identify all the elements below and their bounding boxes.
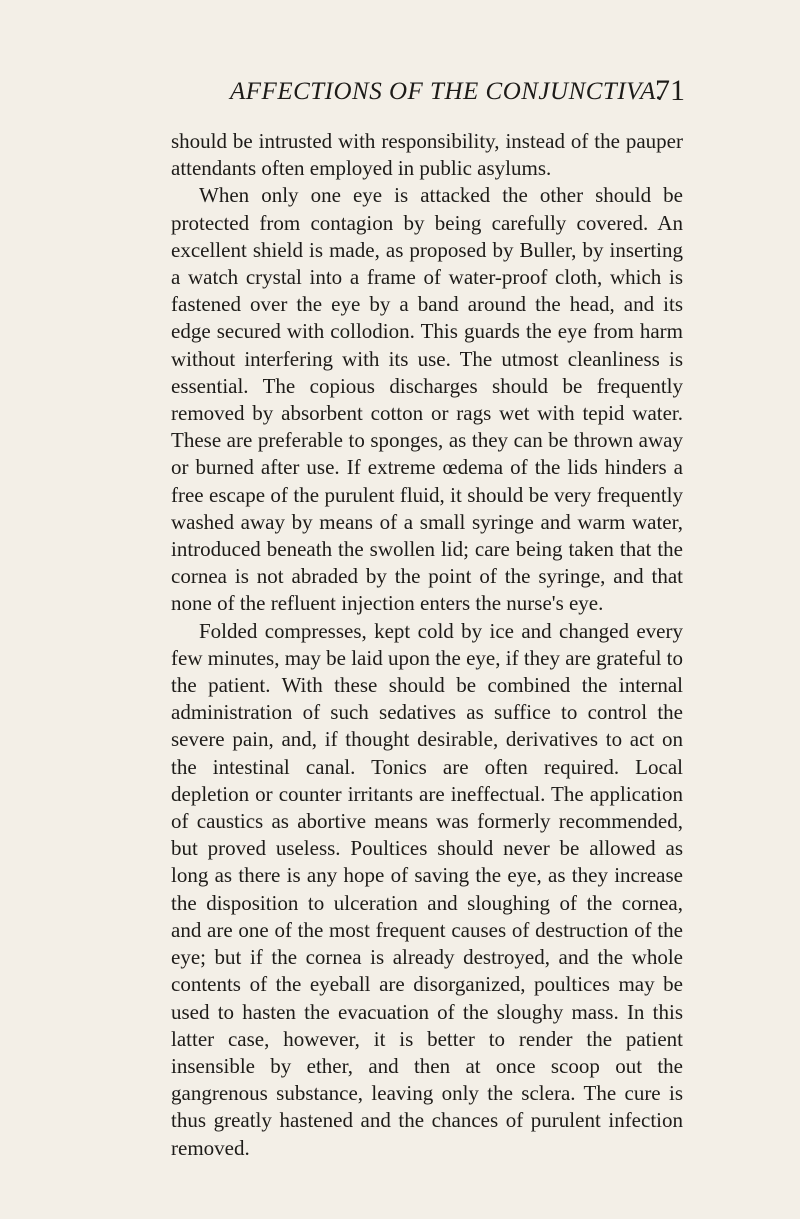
running-head: AFFECTIONS OF THE CONJUNCTIVA. xyxy=(230,78,663,105)
paragraph-shield: When only one eye is attacked the other should be protected from contagion by being carefully covered. An excellent shield is made, as proposed by Buller, by inserting a watch crystal into a frame of water-proof cloth, which is fastened over the eye by a band around the head, and its edge secured with collodion. This guards the eye from harm without interfering with its use. The utmost cleanliness is essential. The copious discharges should be frequently removed by absorbent cotton or rags wet with tepid water. These are preferable to sponges, as they can be thrown away or burned after use. If extreme œdema of the lids hinders a free escape of the purulent fluid, it should be very frequently washed away by means of a small syringe and warm water, introduced beneath the swollen lid; care being taken that the cornea is not abraded by the point of the syringe, and that none of the refluent injection enters the nurse's eye. xyxy=(171,183,683,616)
paragraph-compresses: Folded compresses, kept cold by ice and changed every few minutes, may be laid upon the eye, if they are grateful to the patient. With these should be combined the internal administration of such sedatives as suffice to control the severe pain, and, if thought desirable, derivatives to act on the intestinal canal. Tonics are often required. Local depletion or counter irritants are ineffectual. The application of caustics as abortive means was formerly recommended, but proved useless. Poultices should never be allowed as long as there is any hope of saving the eye, as they increase the disposition to ulceration and sloughing of the cornea, and are one of the most frequent causes of destruction of the eye; but if the cornea is already destroyed, and the whole contents of the eyeball are disorganized, poultices may be used to hasten the evacuation of the sloughy mass. In this latter case, however, it is better to render the patient insensible by ether, and then at once scoop out the gangrenous substance, leaving only the sclera. The cure is thus greatly hastened and the chances of purulent infection removed. xyxy=(171,618,683,1160)
page-number: 71 xyxy=(655,74,685,107)
paragraph-continuation: should be intrusted with responsibility, instead of the pauper attendants often employed in public asylums. xyxy=(171,129,683,181)
page-header xyxy=(230,74,685,112)
body-text xyxy=(171,128,683,1162)
